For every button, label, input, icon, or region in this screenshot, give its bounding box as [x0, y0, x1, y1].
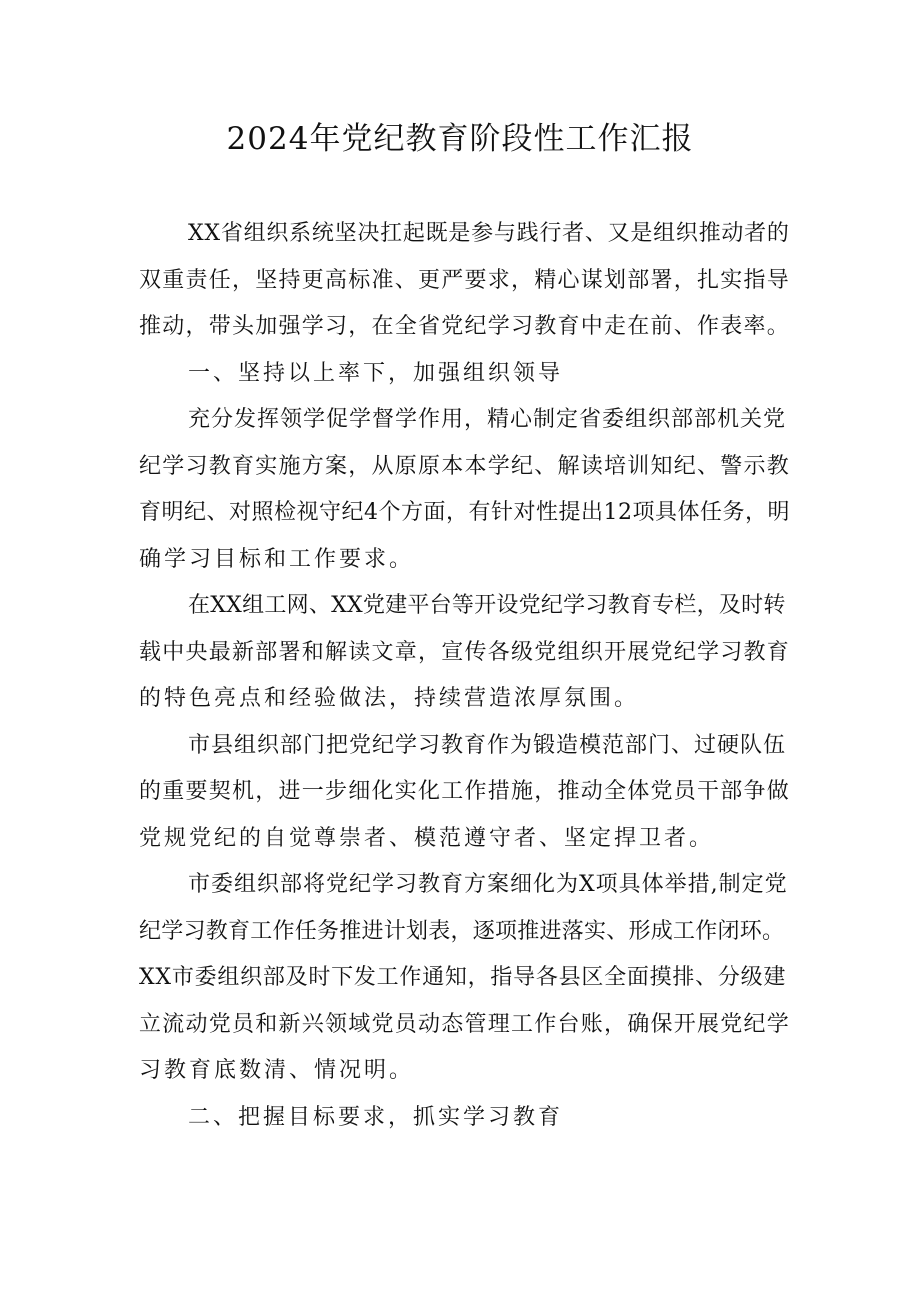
body-line: 习教育底数清、情况明。: [139, 1058, 415, 1083]
body-line: 市县组织部门把党纪学习教育作为锻造模范部门、过硬队伍: [188, 732, 787, 758]
body-line: 充分发挥领学促学督学作用，精心制定省委组织部部机关党: [188, 407, 787, 432]
body-line: 的特色亮点和经验做法，持续营造浓厚氛围。: [139, 686, 640, 711]
body-line: XX省组织系统坚决扛起既是参与践行者、又是组织推动者的: [188, 221, 790, 246]
body-line: 党规党纪的自觉尊崇者、模范遵守者、坚定捍卫者。: [139, 825, 715, 851]
document-title: 2024年党纪教育阶段性工作汇报: [226, 121, 694, 157]
section-heading-2: 二、把握目标要求，抓实学习教育: [188, 1104, 564, 1130]
body-line: 市委组织部将党纪学习教育方案细化为X项具体举措,制定党: [188, 872, 788, 897]
body-line: 载中央最新部署和解读文章，宣传各级党组织开展党纪学习教育: [139, 639, 791, 665]
body-line: 纪学习教育工作任务推进计划表，逐项推进落实、形成工作闭环。: [139, 918, 785, 944]
body-line: 推动，带头加强学习，在全省党纪学习教育中走在前、作表率。: [139, 314, 791, 339]
body-line: 双重责任，坚持更高标准、更严要求，精心谋划部署，扎实指导: [139, 267, 791, 293]
body-line: 立流动党员和新兴领域党员动态管理工作台账，确保开展党纪学: [139, 1011, 791, 1037]
body-line: 在XX组工网、XX党建平台等开设党纪学习教育专栏，及时转: [188, 593, 786, 618]
body-line: 确学习目标和工作要求。: [139, 546, 415, 572]
body-line: XX市委组织部及时下发工作通知，指导各县区全面摸排、分级建: [139, 965, 787, 990]
body-line: 纪学习教育实施方案，从原原本本学纪、解读培训知纪、警示教: [139, 453, 791, 479]
body-line: 的重要契机，进一步细化实化工作措施，推动全体党员干部争做: [139, 779, 791, 804]
document-body: [139, 211, 791, 1141]
body-line: 育明纪、对照检视守纪4个方面，有针对性提出12项具体任务，明: [139, 500, 790, 525]
section-heading-1: 一、坚持以上率下，加强组织领导: [188, 360, 564, 386]
